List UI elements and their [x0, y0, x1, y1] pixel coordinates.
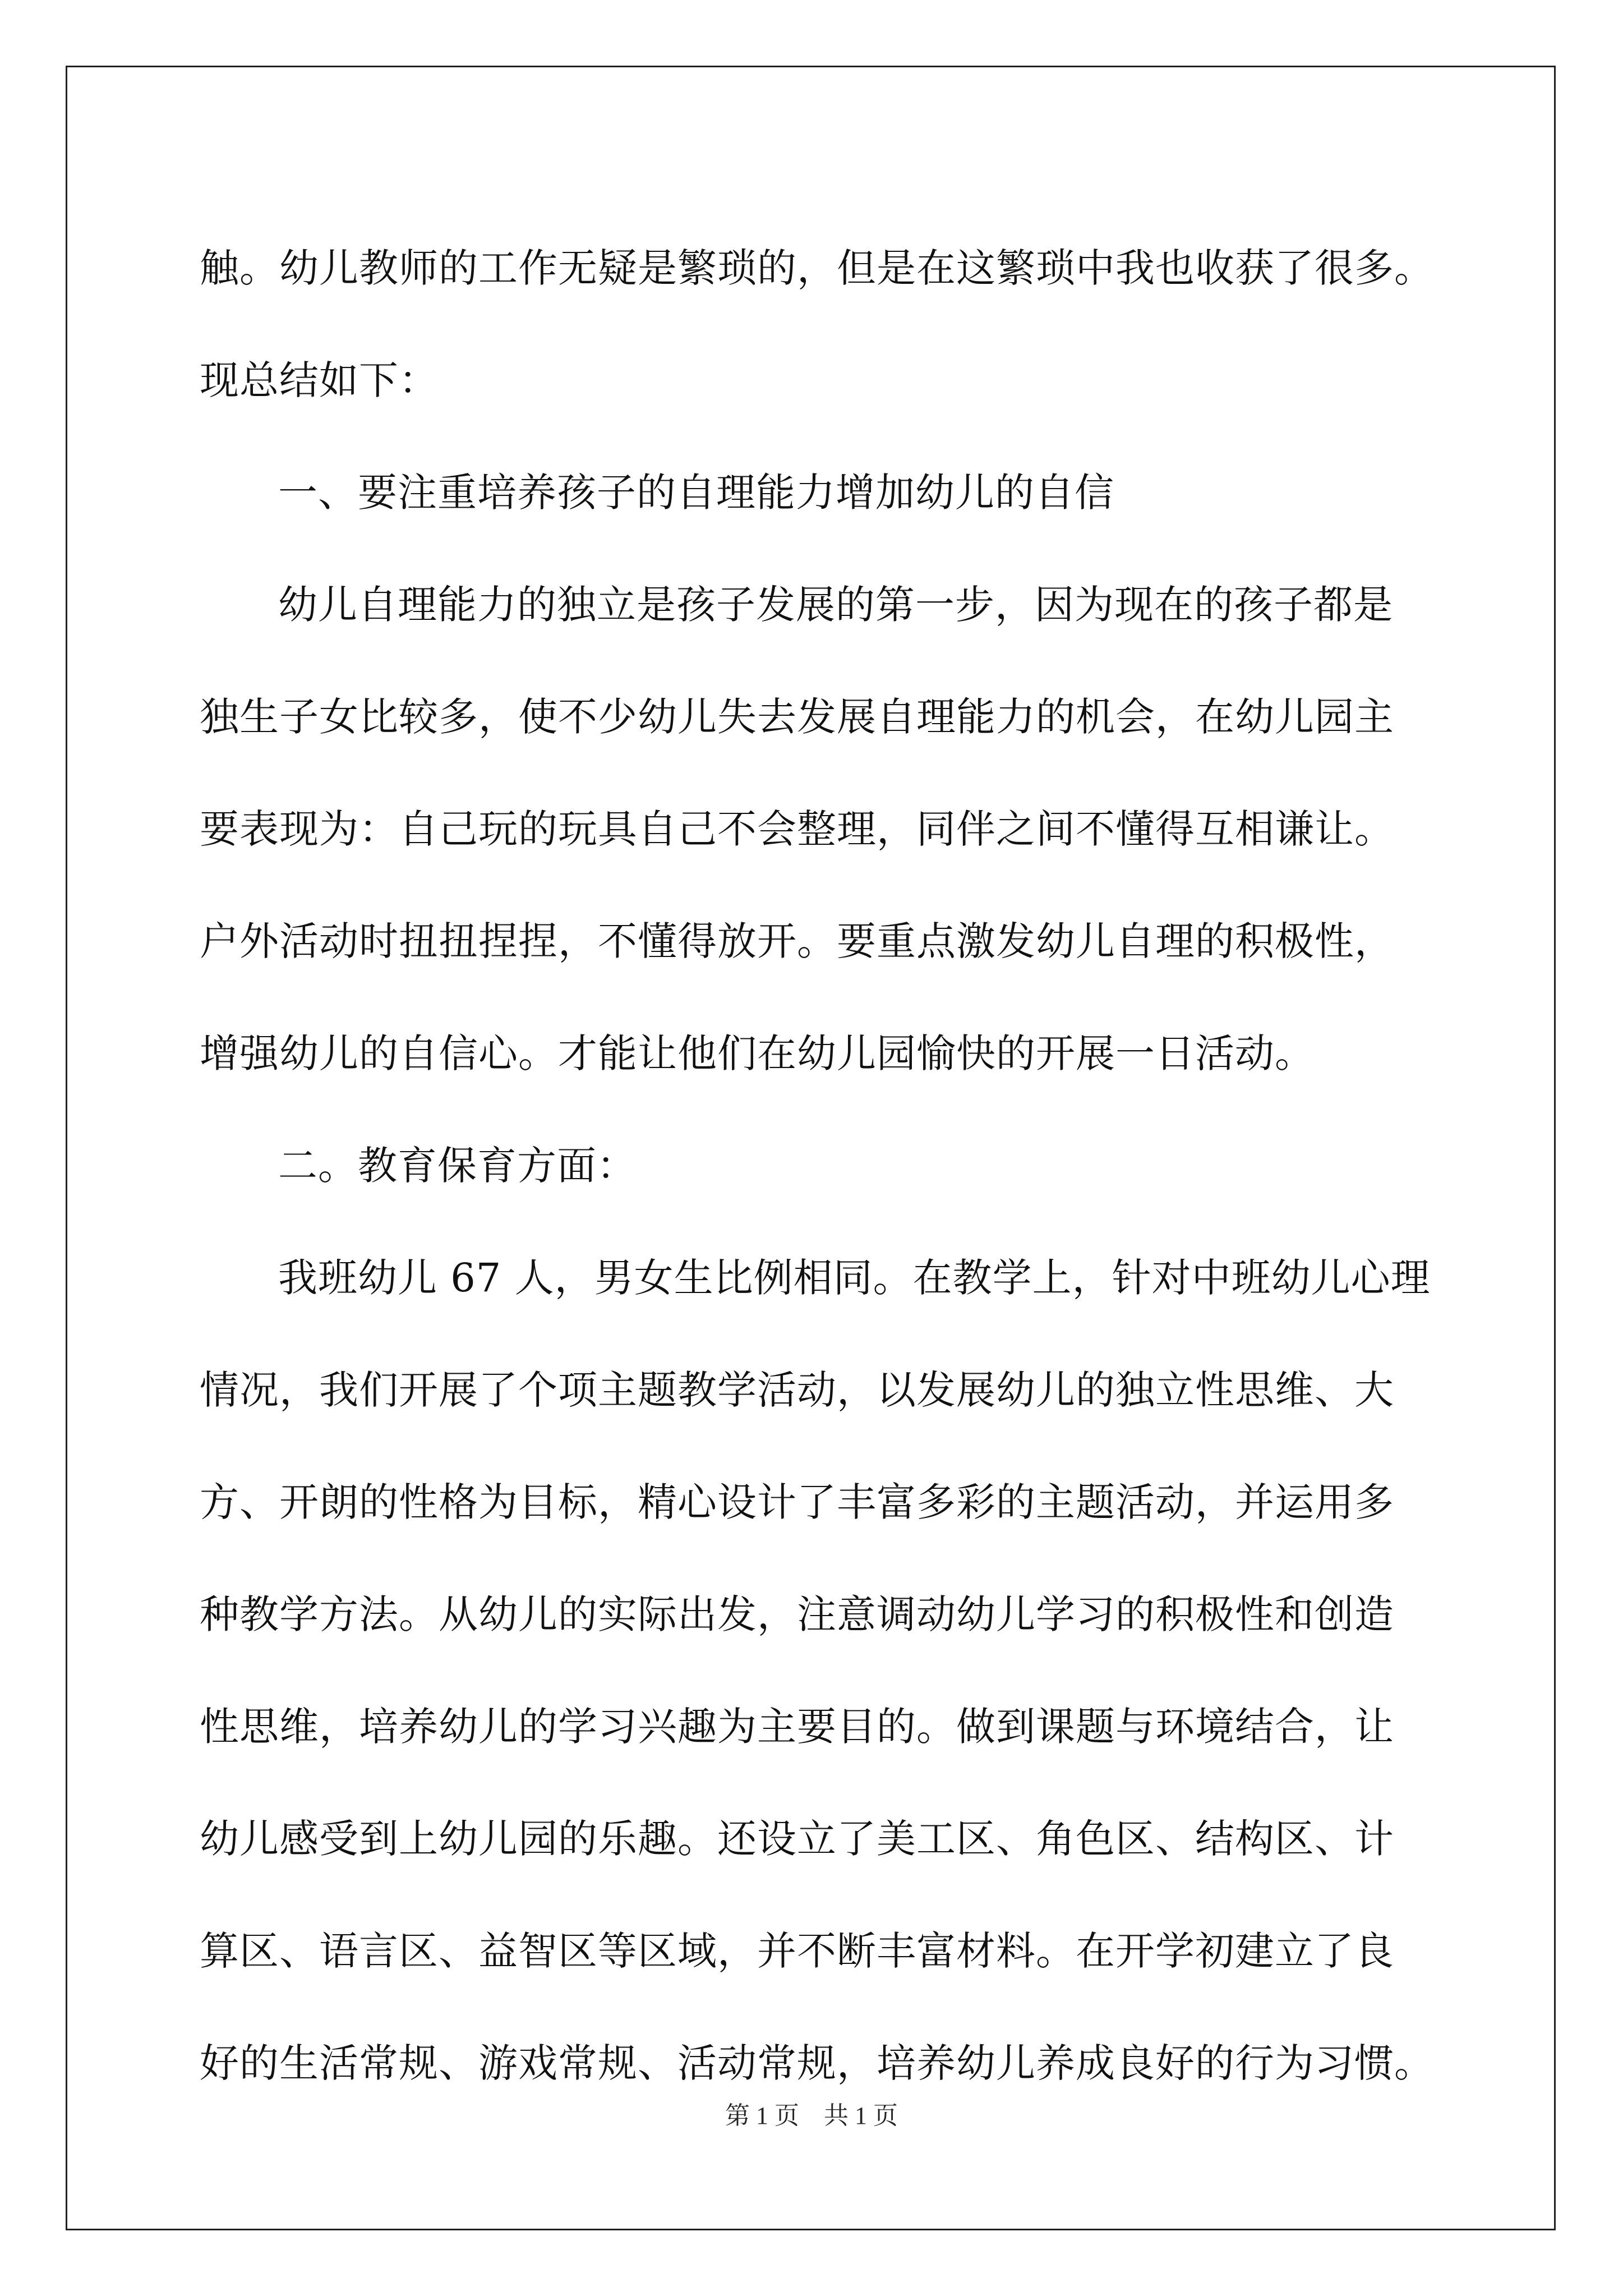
section-heading: 二。教育保育方面：	[278, 1143, 637, 1189]
section-heading: 一、要注重培养孩子的自理能力增加幼儿的自信	[278, 470, 1114, 516]
document-body	[200, 212, 1434, 2119]
body-line: 增强幼儿的自信心。才能让他们在幼儿园愉快的开展一日活动。	[200, 1030, 1315, 1076]
body-line: 现总结如下：	[200, 357, 439, 403]
body-line: 独生子女比较多，使不少幼儿失去发展自理能力的机会，在幼儿园主	[200, 694, 1394, 740]
body-line: 性思维，培养幼儿的学习兴趣为主要目的。做到课题与环境结合，让	[200, 1704, 1394, 1750]
body-line: 要表现为：自己玩的玩具自己不会整理，同伴之间不懂得互相谦让。	[200, 806, 1394, 852]
body-line: 触。幼儿教师的工作无疑是繁琐的，但是在这繁琐中我也收获了很多。	[200, 245, 1434, 291]
body-line: 方、开朗的性格为目标，精心设计了丰富多彩的主题活动，并运用多	[200, 1479, 1394, 1525]
page-footer: 第 1 页 共 1 页	[725, 2102, 898, 2129]
body-line: 幼儿感受到上幼儿园的乐趣。还设立了美工区、角色区、结构区、计	[200, 1816, 1394, 1862]
body-line: 种教学方法。从幼儿的实际出发，注意调动幼儿学习的积极性和创造	[200, 1591, 1394, 1637]
body-line: 好的生活常规、游戏常规、活动常规，培养幼儿养成良好的行为习惯。	[200, 2040, 1434, 2086]
paragraph-first-line: 幼儿自理能力的独立是孩子发展的第一步，因为现在的孩子都是	[278, 582, 1393, 628]
paragraph-first-line: 我班幼儿 67 人，男女生比例相同。在教学上，针对中班幼儿心理	[278, 1255, 1431, 1301]
body-line: 情况，我们开展了个项主题教学活动，以发展幼儿的独立性思维、大	[200, 1367, 1394, 1413]
body-line: 算区、语言区、益智区等区域，并不断丰富材料。在开学初建立了良	[200, 1928, 1394, 1974]
body-line: 户外活动时扭扭捏捏，不懂得放开。要重点激发幼儿自理的积极性，	[200, 918, 1394, 964]
